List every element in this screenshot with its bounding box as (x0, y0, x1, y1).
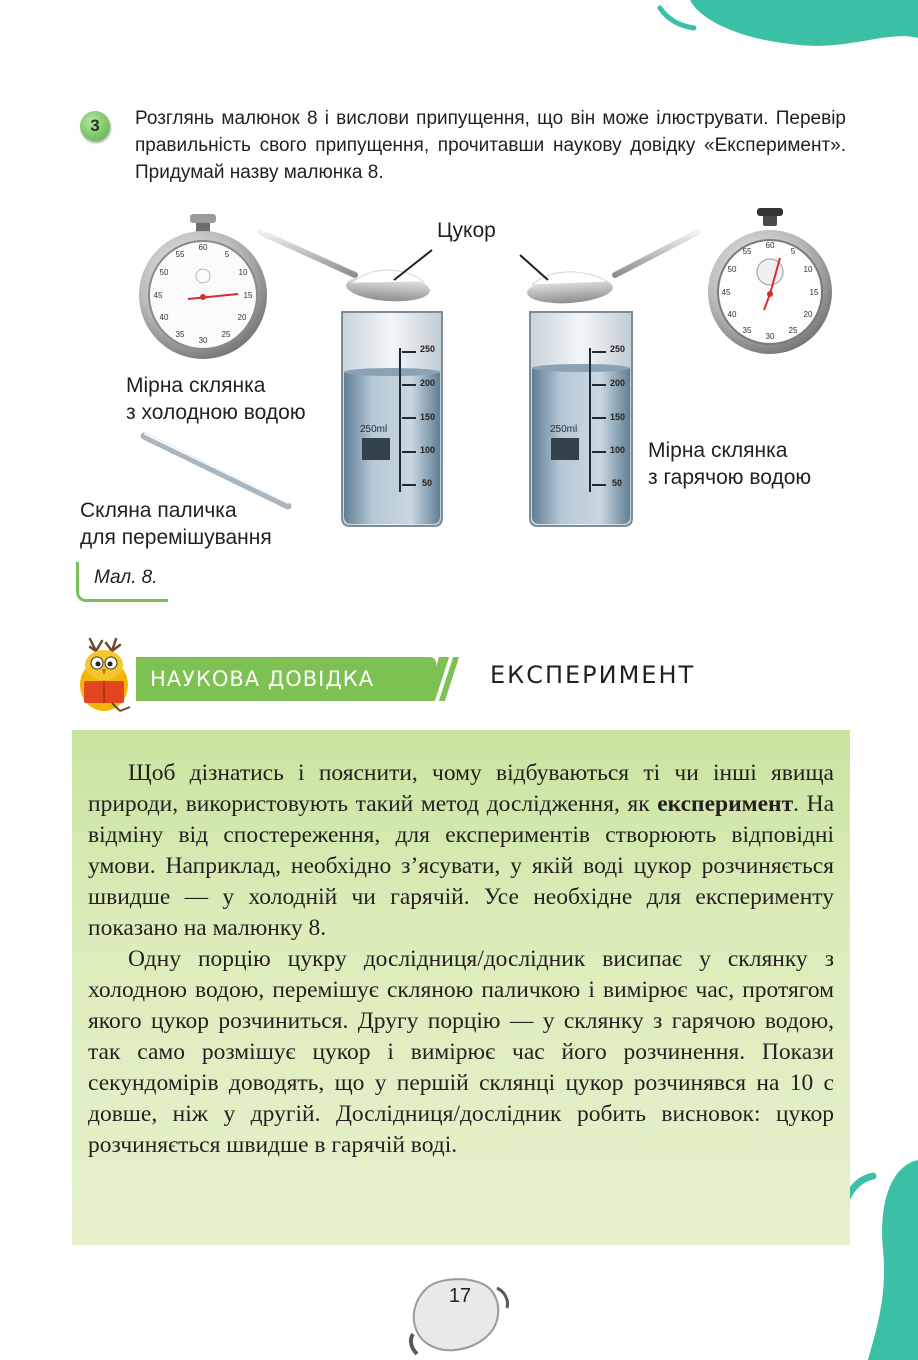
svg-text:55: 55 (742, 247, 752, 256)
cold-glass-label-line1: Мірна склянка (126, 374, 266, 397)
beaker-right-mark-100: 100 (610, 445, 626, 455)
task-text: Розглянь малюнок 8 і вислови припущення, що він може ілюструвати. Перевір правильність свого припущення, прочитавши наукову довідку «Експеримент». Придумай назву малюнка 8. (135, 108, 846, 183)
hot-glass-label-line2: з гарячою водою (648, 466, 812, 489)
svg-text:30: 30 (198, 336, 208, 345)
svg-text:55: 55 (175, 250, 185, 259)
reference-body (88, 758, 834, 1161)
svg-text:25: 25 (788, 326, 798, 335)
reading-owl-mascot-icon (76, 635, 138, 715)
reference-paragraph-1 (88, 758, 834, 944)
page-number-splash (405, 1270, 515, 1360)
svg-text:15: 15 (243, 291, 253, 300)
figure-8 (70, 200, 860, 550)
beaker-left-mark-150: 150 (420, 412, 436, 422)
reference-tag-label: НАУКОВА ДОВІДКА (150, 667, 375, 691)
beaker-right-volume-label: 250ml (550, 424, 578, 435)
reference-tag (136, 657, 436, 701)
p1-text-end: . На відміну від спостереження, для експериментів створюють відповідні умови. Наприклад, необхідно з’ясувати, у якій воді цукор розчиняється швидше — у холодній чи гарячій. Усе необхідне для експерименту показано на малюнку 8. (88, 791, 834, 941)
beaker-right-mark-250: 250 (610, 344, 626, 354)
hot-glass-label-line1: Мірна склянка (648, 439, 788, 462)
svg-text:30: 30 (765, 332, 775, 341)
term-experiment: експеримент (657, 791, 794, 817)
left-stopwatch-icon (139, 214, 267, 359)
task-number-badge: 3 (80, 111, 110, 141)
teal-decoration-right (838, 1140, 918, 1360)
svg-text:5: 5 (224, 250, 230, 259)
svg-text:50: 50 (159, 268, 169, 277)
rod-label-line2: для перемішування (80, 526, 272, 549)
beaker-left-mark-50: 50 (422, 478, 433, 488)
teal-decoration-top (0, 0, 918, 60)
right-stopwatch-icon (708, 208, 832, 354)
svg-text:35: 35 (175, 330, 185, 339)
beaker-left-mark-250: 250 (420, 344, 436, 354)
beaker-left-volume-label: 250ml (360, 424, 388, 435)
svg-text:40: 40 (727, 310, 737, 319)
p1-text-start: Щоб дізнатись і пояснити, чому відбуваються ті чи інші явища природи, використовують такий метод дослідження, як (88, 760, 834, 817)
svg-text:10: 10 (238, 268, 248, 277)
svg-text:10: 10 (803, 265, 813, 274)
rod-label-line1: Скляна паличка (80, 499, 237, 522)
svg-text:35: 35 (742, 326, 752, 335)
reference-title: ЕКСПЕРИМЕНТ (490, 661, 696, 689)
beaker-left-mark-100: 100 (420, 445, 436, 455)
svg-text:60: 60 (198, 243, 208, 252)
svg-text:25: 25 (221, 330, 231, 339)
svg-text:20: 20 (803, 310, 813, 319)
beaker-right-mark-50: 50 (612, 478, 623, 488)
beaker-right-mark-150: 150 (610, 412, 626, 422)
svg-text:5: 5 (790, 247, 796, 256)
right-spoon-with-sugar (526, 232, 698, 306)
beaker-right-mark-200: 200 (610, 378, 626, 388)
svg-text:45: 45 (721, 288, 731, 297)
svg-text:45: 45 (153, 291, 163, 300)
svg-text:20: 20 (237, 313, 247, 322)
sugar-label: Цукор (437, 219, 496, 242)
svg-text:15: 15 (809, 288, 819, 297)
left-spoon-with-sugar (260, 232, 431, 304)
page-number: 17 (448, 1285, 472, 1307)
beaker-left-mark-200: 200 (420, 378, 436, 388)
reference-paragraph-2: Одну порцію цукру дослідниця/дослідник висипає у склянку з холодною водою, перемішує скляною паличкою і вимірює час, протягом якого цукор розчиниться. Другу порцію — у склянку з гарячою водою, так само розмішує цукор і вимірює час його розчинення. Покази секундомірів доводять, що у першій склянці цукор розчинявся на 10 с довше, ніж у другій. Дослідниця/дослідник робить висновок: цукор розчиняється швидше в гарячій воді. (88, 946, 834, 1158)
svg-text:40: 40 (159, 313, 169, 322)
figure-caption: Мал. 8. (94, 567, 158, 588)
svg-text:50: 50 (727, 265, 737, 274)
svg-text:60: 60 (765, 241, 775, 250)
glass-rod-icon (144, 434, 288, 506)
cold-glass-label-line2: з холодною водою (126, 401, 306, 424)
